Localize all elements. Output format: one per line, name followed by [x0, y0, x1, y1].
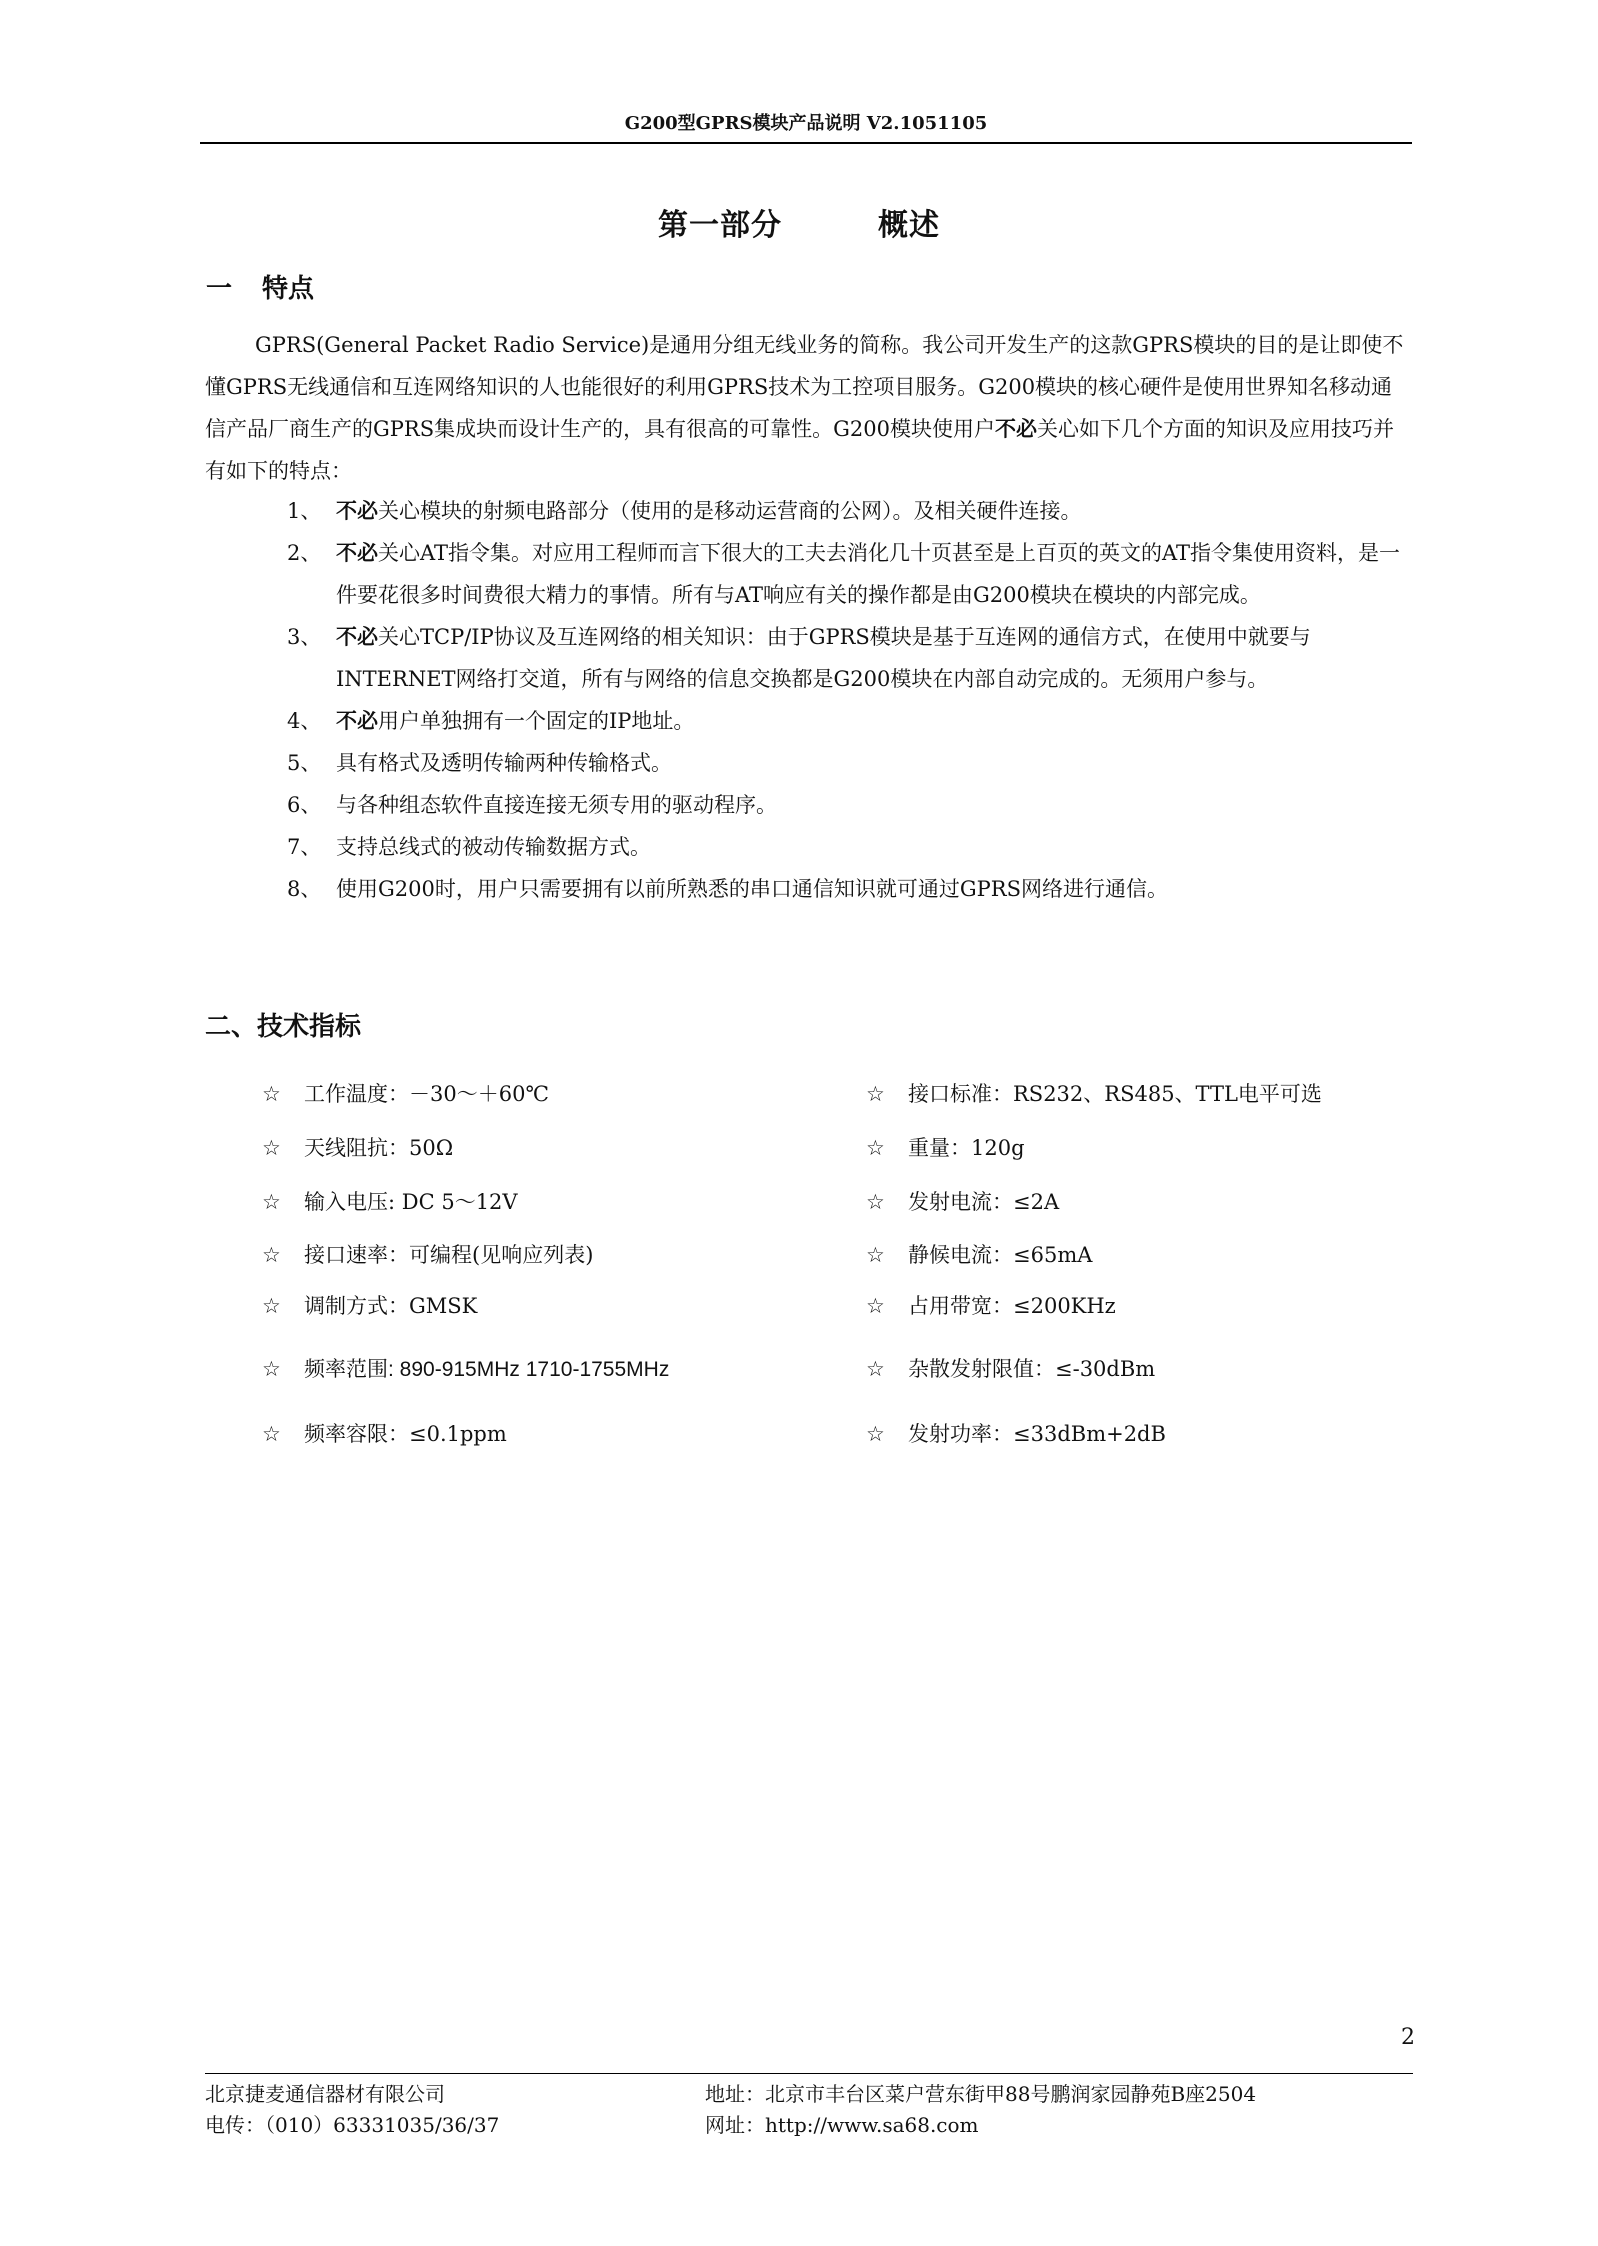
star-icon: ☆	[866, 1136, 885, 1160]
spec-item	[262, 1240, 593, 1270]
star-icon: ☆	[866, 1243, 885, 1267]
spec-item	[866, 1133, 1025, 1163]
section-number: 一	[206, 274, 233, 304]
spec-text: 杂散发射限值：≤-30dBm	[908, 1357, 1156, 1381]
spec-text: 重量：120g	[908, 1136, 1025, 1160]
spec-text: 发射功率：≤33dBm+2dB	[908, 1422, 1166, 1446]
spec-item	[866, 1291, 1116, 1321]
list-item-emphasis: 不必	[336, 708, 378, 733]
footer-divider	[205, 2073, 1413, 2074]
spec-text: 调制方式：GMSK	[304, 1294, 478, 1318]
star-icon: ☆	[262, 1136, 281, 1160]
list-item	[0, 742, 1598, 784]
part-title-number: 第一部分	[658, 208, 782, 243]
star-icon: ☆	[262, 1357, 281, 1381]
list-item-emphasis: 不必	[336, 498, 378, 523]
list-item	[0, 784, 1598, 826]
footer-company: 北京捷麦通信器材有限公司	[205, 2082, 445, 2106]
star-icon: ☆	[866, 1422, 885, 1446]
part-title	[0, 206, 1598, 246]
spec-text: 天线阻抗：50Ω	[304, 1136, 454, 1160]
star-icon: ☆	[866, 1294, 885, 1318]
section-heading-features	[206, 272, 314, 306]
section-heading-specs: 二、技术指标	[205, 1012, 362, 1042]
page-number: 2	[1401, 2025, 1415, 2050]
list-item-number: 2、	[287, 541, 322, 565]
spec-item	[262, 1079, 549, 1109]
list-item	[0, 532, 1598, 616]
list-item-number: 5、	[287, 751, 322, 775]
spec-text: 频率容限：≤0.1ppm	[304, 1422, 507, 1446]
running-header-title: G200型GPRS模块产品说明 V2.1051105	[624, 113, 988, 134]
spec-text: 工作温度：－30～＋60℃	[304, 1082, 549, 1106]
spec-item	[262, 1291, 477, 1321]
list-item	[0, 490, 1598, 532]
star-icon: ☆	[262, 1190, 281, 1214]
features-list	[0, 490, 1598, 910]
list-item-text: 关心AT指令集。对应用工程师而言下很大的工夫去消化几十页甚至是上百页的英文的AT指令集使用资料，是一件要花很多时间费很大精力的事情。所有与AT响应有关的操作都是由G200模块在模块的内部完成。	[336, 541, 1401, 607]
list-item	[0, 826, 1598, 868]
features-intro-paragraph	[205, 324, 1413, 492]
spec-item	[262, 1419, 507, 1449]
intro-text-part2: 关心如下几个方面的知识及应用技巧并有如下的特点：	[205, 417, 1394, 483]
star-icon: ☆	[262, 1422, 281, 1446]
list-item-text: 具有格式及透明传输两种传输格式。	[336, 751, 672, 775]
spec-text: 频率范围: 890-915MHz 1710-1755MHz	[304, 1358, 670, 1381]
spec-text: 接口速率：可编程(见响应列表)	[304, 1243, 594, 1267]
list-item	[0, 616, 1598, 700]
star-icon: ☆	[262, 1294, 281, 1318]
star-icon: ☆	[262, 1243, 281, 1267]
star-icon: ☆	[866, 1082, 885, 1106]
list-item-text: 支持总线式的被动传输数据方式。	[336, 835, 651, 859]
list-item-number: 1、	[287, 499, 322, 523]
list-item-emphasis: 不必	[336, 540, 378, 565]
list-item-text: 关心模块的射频电路部分（使用的是移动运营商的公网）。及相关硬件连接。	[378, 499, 1082, 523]
list-item-text: 使用G200时，用户只需要拥有以前所熟悉的串口通信知识就可通过GPRS网络进行通信。	[336, 877, 1168, 901]
header-divider	[200, 142, 1412, 144]
star-icon: ☆	[262, 1082, 281, 1106]
list-item	[0, 868, 1598, 910]
spec-item	[866, 1079, 1322, 1109]
list-item-number: 3、	[287, 625, 322, 649]
spec-text: 占用带宽：≤200KHz	[908, 1294, 1116, 1318]
footer-address: 地址：北京市丰台区菜户营东街甲88号鹏润家园静苑B座2504	[705, 2082, 1257, 2106]
intro-text-part1: GPRS(General Packet Radio Service)是通用分组无线业务的简称。我公司开发生产的这款GPRS模块的目的是让即使不懂GPRS无线通信和互连网络知识的人也能很好的利用GPRS技术为工控项目服务。G200模块的核心硬件是使用世界知名移动通信产品厂商生产的GPRS集成块而设计生产的，具有很高的可靠性。G200模块使用户	[205, 333, 1404, 441]
spec-item	[262, 1354, 669, 1385]
list-item-number: 6、	[287, 793, 322, 817]
star-icon: ☆	[866, 1357, 885, 1381]
spec-text: 发射电流：≤2A	[908, 1190, 1060, 1214]
list-item-number: 7、	[287, 835, 322, 859]
list-item-text: 用户单独拥有一个固定的IP地址。	[378, 709, 695, 733]
spec-item	[262, 1187, 518, 1217]
list-item-emphasis: 不必	[336, 624, 378, 649]
spec-item	[866, 1419, 1166, 1449]
spec-item	[866, 1240, 1092, 1270]
list-item-number: 4、	[287, 709, 322, 733]
part-title-subject: 概述	[878, 208, 940, 243]
list-item-number: 8、	[287, 877, 322, 901]
spec-text: 输入电压: DC 5～12V	[304, 1190, 518, 1214]
spec-item	[262, 1133, 453, 1163]
spec-text: 静候电流：≤65mA	[908, 1243, 1093, 1267]
intro-emphasis: 不必	[994, 416, 1037, 441]
footer-website[interactable]: 网址：http://www.sa68.com	[705, 2113, 979, 2137]
star-icon: ☆	[866, 1190, 885, 1214]
footer-phone: 电传：（010）63331035/36/37	[205, 2113, 500, 2137]
list-item	[0, 700, 1598, 742]
list-item-text: 关心TCP/IP协议及互连网络的相关知识：由于GPRS模块是基于互连网的通信方式，在使用中就要与INTERNET网络打交道，所有与网络的信息交换都是G200模块在内部自动完成的。无须用户参与。	[336, 625, 1311, 691]
spec-text: 接口标准：RS232、RS485、TTL电平可选	[908, 1082, 1322, 1106]
section-title: 特点	[262, 274, 315, 304]
spec-item	[866, 1354, 1155, 1384]
spec-item	[866, 1187, 1059, 1217]
list-item-text: 与各种组态软件直接连接无须专用的驱动程序。	[336, 793, 777, 817]
